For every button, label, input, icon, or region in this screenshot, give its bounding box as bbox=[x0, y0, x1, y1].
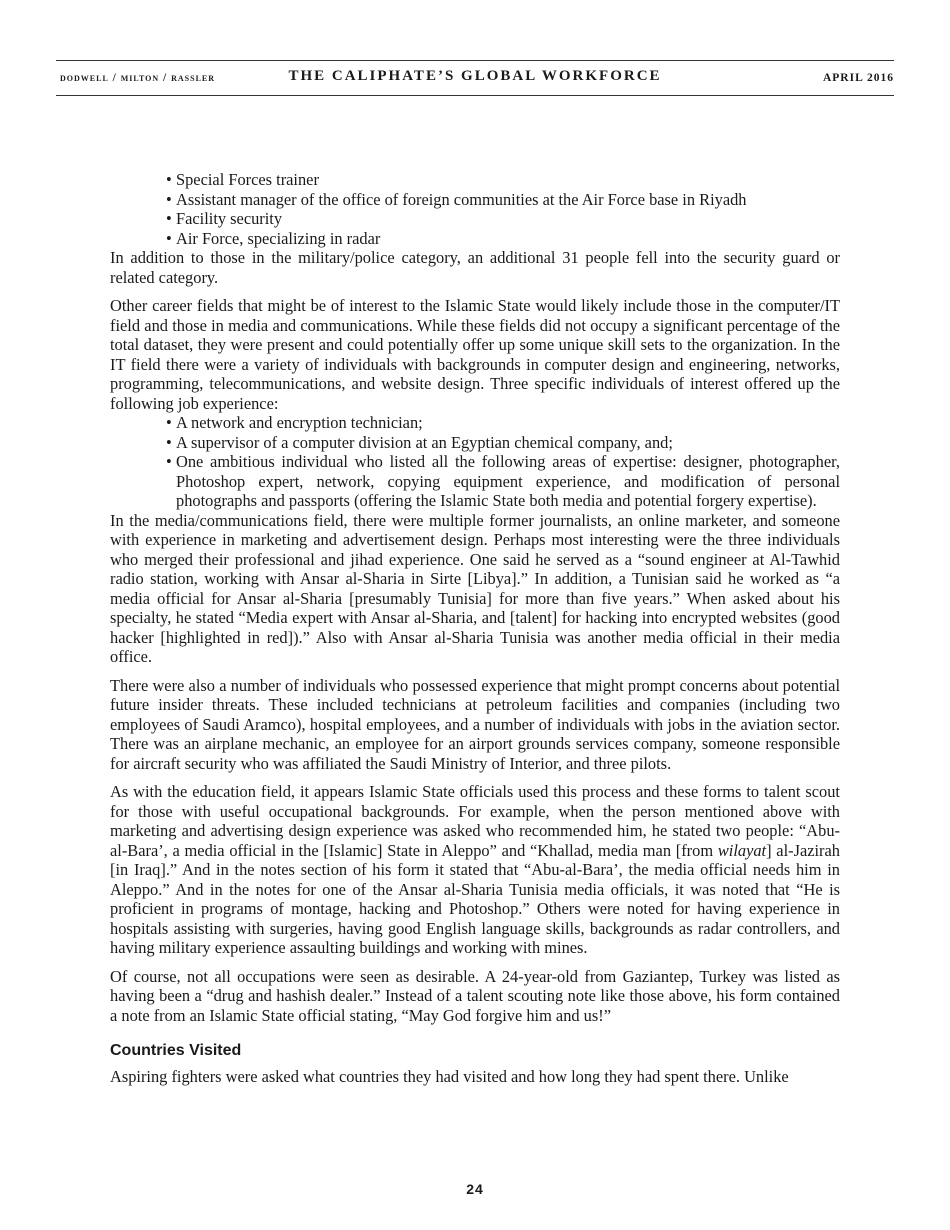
paragraph: As with the education field, it appears Islamic State officials used this process and these forms to talent scout for those with useful occupational backgrounds. For example, when the person mentioned above with marketing and advertising design experience was asked who recommended him, he stated two people: “Abu-al-Bara’, a media official in the [Islamic] State in Aleppo” and “Khallad, media man [from wilayat] al-Jazirah [in Iraq].” And in the notes section of his form it stated that “Abu-al-Bara’, the media official needs him in Aleppo.” And in the notes for one of the Ansar al-Sharia Tunisia media officials, it was noted that “He is proficient in programs of montage, hacking and Photoshop.” Others were noted for having experience in hospitals assisting with surgeries, having good English language skills, backgrounds as radar controllers, and having military experience assaulting buildings and working with mines. bbox=[110, 782, 840, 957]
header-date: APRIL 2016 bbox=[822, 72, 894, 84]
paragraph: Other career fields that might be of interest to the Islamic State would likely include those in the computer/IT field and those in media and communications. While these fields did not occupy a significant percentage of the total dataset, they were present and could potentially offer up some unique skill sets to the organization. In the IT field there were a variety of individuals with backgrounds in computer design and engineering, networks, programming, telecommunications, and website design. Three specific individuals of interest offered up the following job experience: bbox=[110, 296, 840, 413]
page-number: 24 bbox=[466, 1181, 484, 1197]
list-item: • Air Force, specializing in radar bbox=[166, 228, 381, 248]
section-heading: Countries Visited bbox=[110, 1042, 242, 1059]
list-item: • A network and encryption technician; bbox=[166, 413, 423, 432]
bullet-icon: • bbox=[166, 209, 172, 228]
paragraph: In addition to those in the military/police category, an additional 31 people fell into the security guard or related category. bbox=[110, 248, 840, 287]
list-item: • Facility security bbox=[166, 209, 283, 228]
bullet-icon: • bbox=[166, 170, 172, 189]
military-list bbox=[110, 170, 840, 248]
list-item: • Special Forces trainer bbox=[166, 170, 319, 189]
bullet-icon: • bbox=[166, 452, 172, 471]
italic-term: wilayat bbox=[717, 840, 767, 860]
bullet-icon: • bbox=[166, 228, 172, 248]
bullet-icon: • bbox=[166, 189, 172, 209]
list-item: • One ambitious individual who listed all the following areas of expertise: designer, photographer, Photoshop expert, network, copying equipment experience, and modification of personal photographs and passports (offering the Islamic State both media and potential forgery expertise). bbox=[166, 452, 840, 510]
list-item: • A supervisor of a computer division at an Egyptian chemical company, and; bbox=[166, 432, 673, 452]
paragraph: Of course, not all occupations were seen as desirable. A 24-year-old from Gaziantep, Turkey was listed as having been a “drug and hashish dealer.” Instead of a talent scouting note like those above, his form contained a note from an Islamic State official stating, “May God forgive him and us!” bbox=[110, 966, 840, 1025]
list-item: • Assistant manager of the office of foreign communities at the Air Force base in Riyadh bbox=[166, 189, 747, 209]
it-list bbox=[110, 413, 840, 511]
bullet-icon: • bbox=[166, 432, 172, 452]
paragraph: Aspiring fighters were asked what countries they had visited and how long they had spent there. Unlike bbox=[110, 1066, 789, 1086]
paragraph: There were also a number of individuals who possessed experience that might prompt concerns about potential future insider threats. These included technicians at petroleum facilities and companies (including two employees of Saudi Aramco), hospital employees, and a number of individuals with jobs in the aviation sector. There was an airplane mechanic, an employee for an airport grounds services company, someone responsible for aircraft security who was affiliated the Saudi Ministry of Interior, and three pilots. bbox=[110, 675, 840, 773]
header-title: THE CALIPHATE’S GLOBAL WORKFORCE bbox=[288, 68, 662, 84]
header-authors: dodwell / milton / rassler bbox=[60, 72, 216, 84]
body-text bbox=[110, 170, 840, 1095]
bullet-icon: • bbox=[166, 413, 172, 432]
paragraph: In the media/communications field, there were multiple former journalists, an online marketer, and someone with experience in marketing and advertisement design. Perhaps most interesting were the three individuals who merged their professional and jihad experience. One said he served as a “sound engineer at Al-Tawhid radio station, working with Ansar al-Sharia in Sirte [Libya].” In addition, a Tunisian said he worked as “a media official for Ansar al-Sharia [presumably Tunisia] for more than five years.” When asked about his specialty, he stated “Media expert with Ansar al-Sharia, and [talent] for hacking into encrypted websites (good hacker [highlighted in red]).” Also with Ansar al-Sharia Tunisia was another media official in their media office. bbox=[110, 510, 840, 666]
running-header bbox=[56, 60, 894, 96]
